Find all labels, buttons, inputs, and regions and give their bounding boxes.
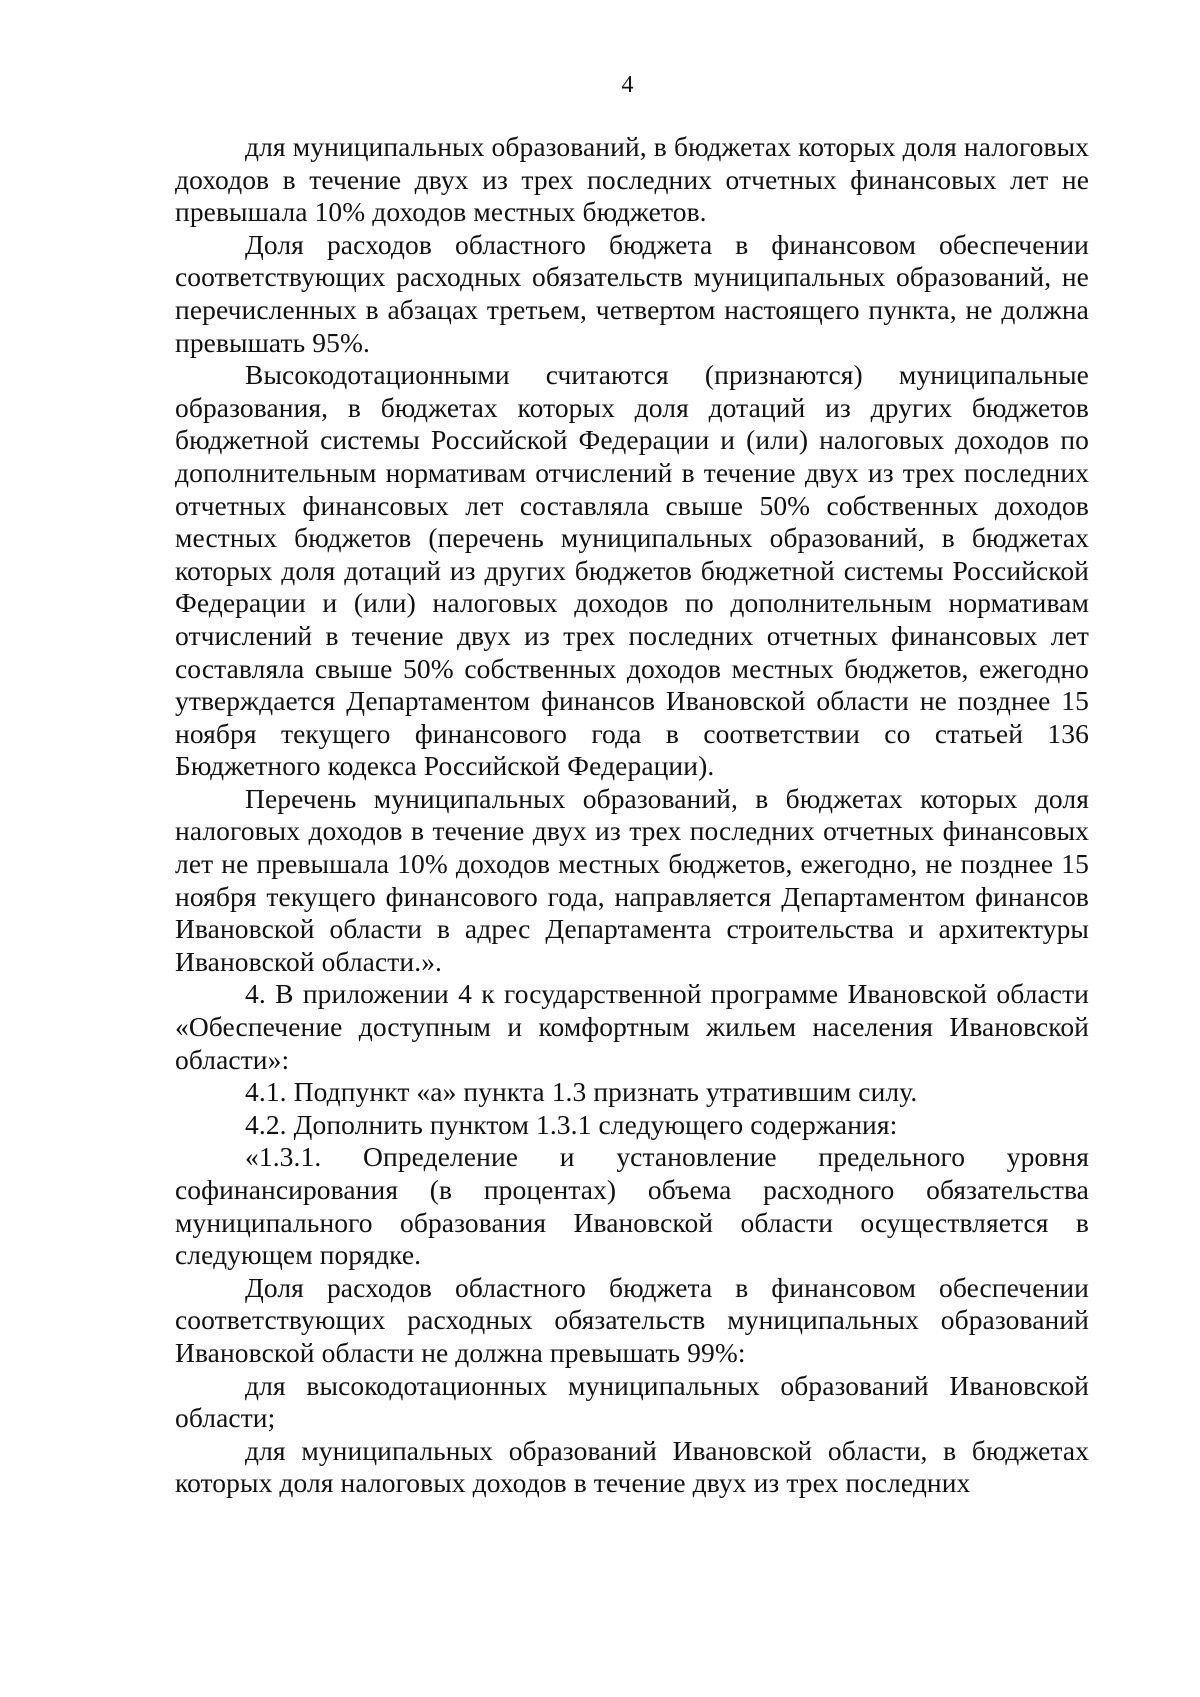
document-body	[175, 131, 1089, 1500]
paragraph-2: Доля расходов областного бюджета в финансовом обеспечении соответствующих расходных обязательств муниципальных образований, не перечисленных в абзацах третьем, четвертом настоящего пункта, не должна превышать 95%.	[175, 228, 1089, 358]
paragraph-7: 4.2. Дополнить пунктом 1.3.1 следующего содержания:	[245, 1108, 898, 1140]
paragraph-9: Доля расходов областного бюджета в финансовом обеспечении соответствующих расходных обязательств муниципальных образований Ивановской области не должна превышать 99%:	[175, 1271, 1089, 1368]
paragraph-10: для высокодотационных муниципальных образований Ивановской области;	[175, 1369, 1089, 1434]
paragraph-3: Высокодотационными считаются (признаются) муниципальные образования, в бюджетах которых доля дотаций из других бюджетов бюджетной системы Российской Федерации и (или) налоговых доходов по дополнительным нормативам отчислений в течение двух из трех последних отчетных финансовых лет составляла свыше 50% собственных доходов местных бюджетов (перечень муниципальных образований, в бюджетах которых доля дотаций из других бюджетов бюджетной системы Российской Федерации и (или) налоговых доходов по дополнительным нормативам отчислений в течение двух из трех последних отчетных финансовых лет составляла свыше 50% собственных доходов местных бюджетов, ежегодно утверждается Департаментом финансов Ивановской области не позднее 15 ноября текущего финансового года в соответствии со статьей 136 Бюджетного кодекса Российской Федерации).	[175, 359, 1089, 782]
paragraph-6: 4.1. Подпункт «а» пункта 1.3 признать утратившим силу.	[245, 1076, 918, 1108]
page-number: 4	[621, 72, 634, 98]
paragraph-11: для муниципальных образований Ивановской области, в бюджетах которых доля налоговых доходов в течение двух из трех последних	[175, 1434, 1089, 1499]
paragraph-8: «1.3.1. Определение и установление предельного уровня софинансирования (в процентах) объема расходного обязательства муниципального образования Ивановской области осуществляется в следующем порядке.	[175, 1141, 1089, 1271]
paragraph-5: 4. В приложении 4 к государственной программе Ивановской области «Обеспечение доступным и комфортным жильем населения Ивановской области»:	[175, 978, 1089, 1075]
paragraph-4: Перечень муниципальных образований, в бюджетах которых доля налоговых доходов в течение двух из трех последних отчетных финансовых лет не превышала 10% доходов местных бюджетов, ежегодно, не позднее 15 ноября текущего финансового года, направляется Департаментом финансов Ивановской области в адрес Департамента строительства и архитектуры Ивановской области.».	[175, 782, 1089, 977]
paragraph-1: для муниципальных образований, в бюджетах которых доля налоговых доходов в течение двух из трех последних отчетных финансовых лет не превышала 10% доходов местных бюджетов.	[175, 131, 1089, 228]
